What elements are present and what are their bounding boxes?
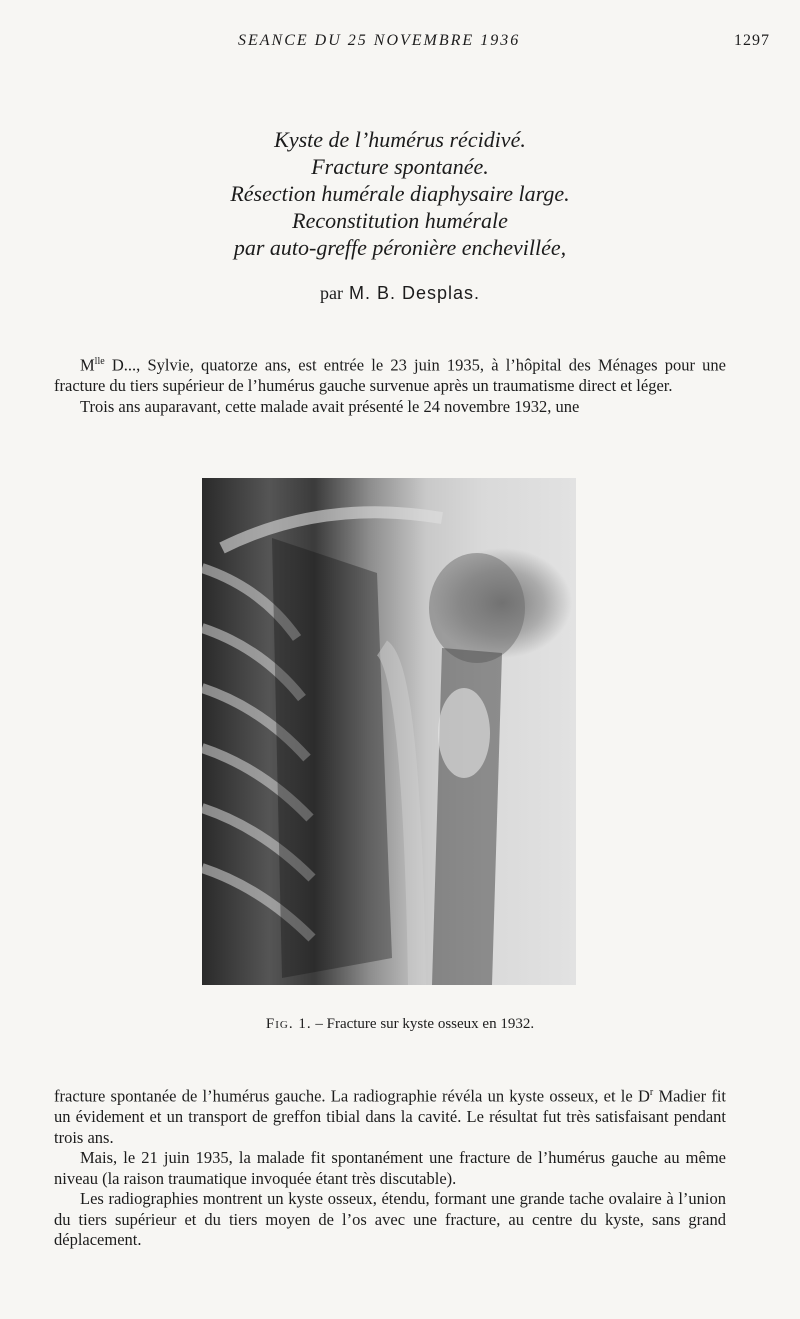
superscript: lle: [94, 356, 105, 367]
title-line: Kyste de l’humérus récidivé.: [274, 127, 526, 152]
article-title: [0, 126, 800, 261]
figure-label: Fig. 1.: [265, 1016, 312, 1032]
paragraph: [54, 352, 726, 397]
superscript: r: [649, 1087, 654, 1098]
title-line: Résection humérale diaphysaire large.: [230, 181, 570, 206]
paragraph: Les radiographies montrent un kyste osseux, étendu, formant une grande tache ovalaire à l’union du tiers supérieur et du tiers moyen de l’os avec une fracture, au centre du kyste, sans grand déplacement.: [54, 1189, 726, 1249]
title-line: Reconstitution humérale: [292, 208, 508, 233]
running-header: [0, 32, 800, 54]
body-text-bottom: [54, 1083, 726, 1251]
xray-image: [202, 478, 576, 985]
text-run: M: [80, 355, 95, 375]
xray-figure: [202, 478, 576, 985]
body-text-top: [54, 352, 726, 417]
paragraph: [54, 1083, 726, 1148]
paragraph: Trois ans auparavant, cette malade avait présenté le 24 novembre 1932, une: [80, 396, 580, 416]
text-run: D..., Sylvie, quatorze ans, est entrée le 23 juin 1935, à l’hôpital des Ménages pour une fracture du tiers supérieur de l’humérus gauche survenue après un traumatisme direct et léger.: [54, 355, 726, 395]
title-line: par auto-greffe péronière enchevillée,: [233, 235, 567, 260]
text-run: Madier fit un évidement et un transport de greffon tibial dans la cavité. Le résultat fut très satisfaisant pendant trois ans.: [54, 1086, 726, 1147]
text-run: fracture spontanée de l’humérus gauche. La radiographie révéla un kyste osseux, et le D: [54, 1086, 650, 1106]
running-title: SEANCE DU 25 NOVEMBRE 1936: [238, 32, 521, 49]
figure-caption: [0, 1016, 800, 1033]
caption-text: – Fracture sur kyste osseux en 1932.: [311, 1016, 535, 1032]
title-line: Fracture spontanée.: [311, 154, 489, 179]
author-prefix: par: [319, 283, 343, 303]
page-number: 1297: [734, 32, 770, 49]
author-line: [0, 283, 800, 304]
paragraph: Mais, le 21 juin 1935, la malade fit spontanément une fracture de l’humérus gauche au même niveau (la raison traumatique invoquée étant très discutable).: [54, 1148, 726, 1188]
author-name: M. B. Desplas.: [348, 283, 481, 303]
